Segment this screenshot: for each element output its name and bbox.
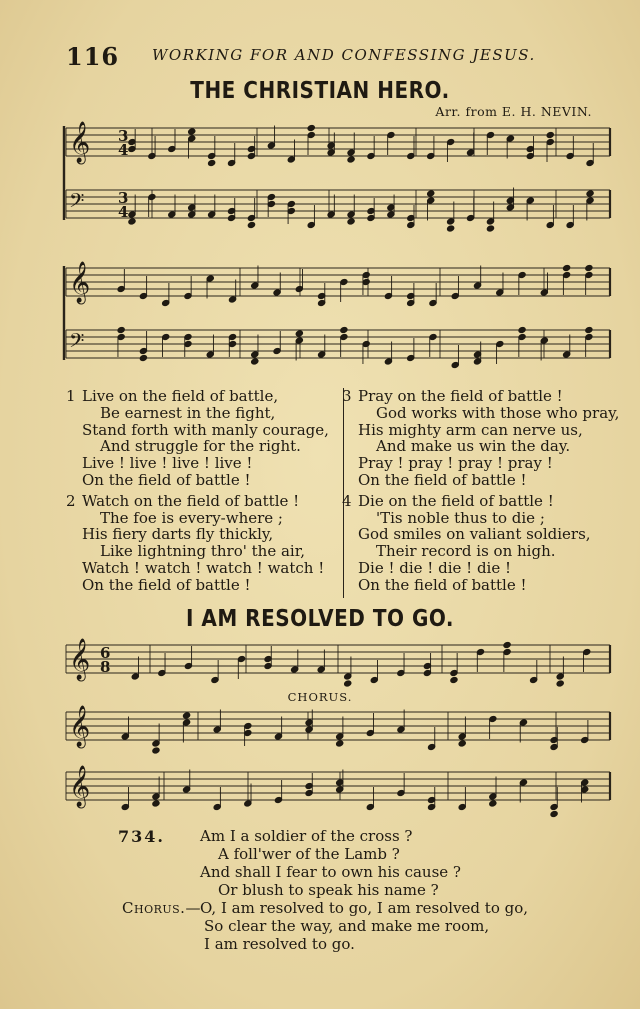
stanza-number: 4 — [342, 491, 352, 510]
chorus-line: So clear the way, and make me room, — [204, 917, 490, 935]
chorus-line: I am resolved to go. — [204, 935, 355, 953]
verse-line: Or blush to speak his name ? — [218, 881, 439, 899]
verse-line: 2 Watch on the field of battle ! — [66, 491, 300, 510]
verse-line: Live ! live ! live ! live ! — [82, 454, 253, 473]
time-sig-top: 3 — [118, 189, 129, 207]
time-sig-top: 6 — [100, 644, 111, 662]
verse-column-left — [66, 388, 356, 598]
verse-line: Their record is on high. — [376, 542, 556, 561]
time-sig-bottom: 4 — [118, 141, 129, 159]
verse-line: Pray ! pray ! pray ! pray ! — [358, 454, 553, 473]
chorus-label: CHORUS. — [287, 690, 353, 704]
hymn-number: 734. — [118, 827, 165, 846]
stanza-3 — [342, 388, 632, 489]
hymn-title-christian-hero: THE CHRISTIAN HERO. — [190, 76, 450, 104]
hymn-attribution: Arr. from E. H. NEVIN. — [435, 104, 592, 119]
verse-line: And shall I fear to own his cause ? — [200, 863, 461, 881]
verse-line: 3 Pray on the field of battle ! — [342, 387, 563, 405]
time-sig-top: 3 — [118, 127, 129, 145]
hymn-title-resolved: I AM RESOLVED TO GO. — [185, 604, 455, 632]
stanza-2 — [66, 493, 356, 594]
verse-line: God works with those who pray, — [376, 403, 620, 422]
chorus-prefix: Chorus.— — [122, 899, 201, 917]
verse-line: 4 Die on the field of battle ! — [342, 491, 554, 510]
bass-clef-icon: 𝄢 — [69, 329, 85, 357]
note — [458, 740, 466, 747]
staff — [66, 772, 610, 800]
note — [489, 800, 497, 807]
note — [152, 747, 160, 754]
stanza-number: 2 — [66, 491, 76, 510]
verse-line: 1 Live on the field of battle, — [66, 387, 279, 405]
note — [152, 800, 160, 807]
verse-line: Stand forth with manly courage, — [82, 420, 329, 439]
note — [344, 680, 352, 687]
page-number: 116 — [66, 42, 120, 71]
verse-line: His mighty arm can nerve us, — [358, 420, 583, 439]
treble-clef-icon: 𝄞 — [69, 639, 91, 680]
verse-column-right — [342, 388, 632, 598]
note — [336, 740, 344, 747]
verse-line: On the field of battle ! — [82, 470, 251, 489]
bass-clef-icon: 𝄢 — [69, 189, 85, 217]
stanza-number: 1 — [66, 387, 76, 405]
note — [550, 810, 558, 817]
note — [503, 641, 511, 648]
verse-line: Be earnest in the fight, — [100, 403, 276, 422]
time-sig-bottom: 4 — [118, 203, 129, 221]
treble-clef-icon: 𝄞 — [69, 706, 91, 747]
verse-line: 'Tis noble thus to die ; — [376, 508, 545, 527]
verse-line: On the field of battle ! — [358, 470, 527, 489]
treble-clef-icon: 𝄞 — [69, 766, 91, 807]
stanza-number: 3 — [342, 387, 352, 405]
treble-clef-icon: 𝄞 — [69, 122, 91, 163]
verse-line: Watch ! watch ! watch ! watch ! — [82, 558, 325, 577]
running-head: WORKING FOR AND CONFESSING JESUS. — [152, 46, 536, 64]
verse-line: The foe is every-where ; — [100, 508, 283, 527]
note — [450, 676, 458, 683]
verse-line: Die ! die ! die ! die ! — [358, 558, 512, 577]
chorus-line: O, I am resolved to go, I am resolved to go, — [200, 899, 529, 917]
verse-line: On the field of battle ! — [358, 575, 527, 594]
verse-line: And struggle for the right. — [100, 437, 301, 456]
note — [183, 712, 191, 719]
treble-clef-icon: 𝄞 — [69, 262, 91, 303]
verse-line: A foll'wer of the Lamb ? — [218, 845, 400, 863]
verse-line: Am I a soldier of the cross ? — [200, 827, 413, 845]
verse-line: God smiles on valiant soldiers, — [358, 525, 591, 544]
stanza-4 — [342, 493, 632, 594]
verse-line: His fiery darts fly thickly, — [82, 525, 274, 544]
time-sig-bottom: 8 — [100, 658, 111, 676]
verse-line: Like lightning thro' the air, — [100, 542, 306, 561]
verse-line: On the field of battle ! — [82, 575, 251, 594]
stanza-1 — [66, 388, 356, 489]
staff — [66, 645, 610, 673]
note — [556, 680, 564, 687]
verse-line: And make us win the day. — [376, 437, 571, 456]
